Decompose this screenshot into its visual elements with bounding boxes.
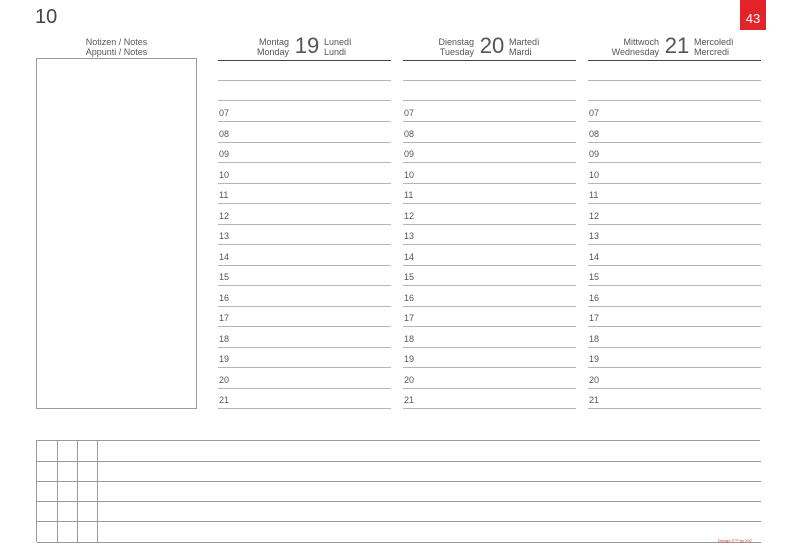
hour-label: 21 [589, 395, 600, 405]
design-credit: Design ©™ by X47 [718, 538, 753, 543]
hour-label: 07 [219, 108, 230, 118]
week-badge: 43 [740, 0, 766, 30]
hour-label: 14 [219, 251, 230, 262]
hour-row[interactable] [218, 369, 391, 389]
hour-label: 20 [404, 374, 415, 385]
hour-row[interactable] [218, 205, 391, 225]
hour-label: 12 [589, 210, 600, 221]
hour-label: 07 [404, 108, 415, 118]
day-names-left [438, 37, 474, 57]
hour-row[interactable] [403, 164, 576, 184]
hour-row[interactable] [403, 328, 576, 348]
hour-row[interactable] [218, 287, 391, 307]
hour-label: 08 [219, 128, 230, 139]
hour-label: 09 [589, 149, 600, 159]
hour-row[interactable] [403, 246, 576, 266]
hour-row[interactable] [403, 102, 576, 122]
day-name-fr: Mercredi [694, 47, 730, 57]
blank-line[interactable] [403, 80, 576, 81]
hour-row[interactable] [403, 348, 576, 368]
day-name-de: Dienstag [438, 37, 474, 47]
day-header-rule [588, 60, 761, 61]
hour-label: 20 [219, 374, 230, 385]
day-name-it: Mercoledì [694, 37, 734, 47]
hour-row[interactable] [588, 266, 761, 286]
grid-row-line [37, 521, 761, 522]
grid-row-line [37, 501, 761, 502]
hour-row[interactable] [218, 307, 391, 327]
day-column-monday [218, 0, 391, 420]
day-header [218, 33, 391, 59]
hour-row[interactable] [403, 266, 576, 286]
hour-label: 19 [589, 354, 600, 364]
hour-label: 11 [219, 190, 229, 200]
notes-header [36, 37, 197, 57]
hour-label: 16 [404, 292, 415, 303]
blank-line[interactable] [218, 100, 391, 101]
hour-row[interactable] [403, 225, 576, 245]
hour-label: 08 [589, 128, 600, 139]
hour-row[interactable] [588, 369, 761, 389]
hour-row[interactable] [403, 143, 576, 163]
day-number: 19 [294, 33, 320, 58]
hour-label: 11 [404, 190, 414, 200]
blank-line[interactable] [588, 80, 761, 81]
grid-col-line [97, 441, 98, 543]
day-column-tuesday [403, 0, 576, 420]
bottom-grid [36, 440, 760, 542]
hour-row[interactable] [588, 389, 761, 409]
hour-label: 20 [589, 374, 600, 385]
notes-box[interactable] [36, 58, 197, 409]
day-names-left [257, 37, 289, 57]
day-name-de: Mittwoch [623, 37, 659, 47]
hour-label: 15 [219, 272, 230, 282]
grid-col-line [77, 441, 78, 543]
hour-label: 16 [219, 292, 230, 303]
hour-label: 17 [589, 313, 600, 323]
day-name-it: Lunedì [324, 37, 352, 47]
hour-row[interactable] [588, 143, 761, 163]
blank-line[interactable] [588, 100, 761, 101]
hour-row[interactable] [588, 123, 761, 143]
hour-label: 07 [589, 108, 600, 118]
hour-row[interactable] [218, 389, 391, 409]
hour-row[interactable] [588, 348, 761, 368]
hour-row[interactable] [588, 164, 761, 184]
notes-title-2: Appunti / Notes [85, 47, 148, 57]
day-header [403, 33, 576, 59]
day-header [588, 33, 761, 59]
hour-row[interactable] [588, 307, 761, 327]
day-name-de: Montag [258, 37, 289, 47]
hour-label: 16 [589, 292, 600, 303]
month-number: 10 [35, 6, 58, 28]
hour-row[interactable] [588, 225, 761, 245]
hour-row[interactable] [403, 369, 576, 389]
day-header-rule [403, 60, 576, 61]
day-name-it: Martedì [509, 37, 540, 47]
day-name-fr: Mardi [509, 47, 532, 57]
hour-label: 14 [404, 251, 415, 262]
hour-label: 12 [404, 210, 415, 221]
day-name-en: Monday [256, 47, 289, 57]
hour-label: 09 [219, 149, 230, 159]
hour-row[interactable] [588, 287, 761, 307]
hour-row[interactable] [218, 348, 391, 368]
hour-row[interactable] [403, 287, 576, 307]
hour-row[interactable] [403, 307, 576, 327]
hour-label: 18 [219, 333, 230, 344]
blank-line[interactable] [403, 100, 576, 101]
grid-bottom-line [37, 542, 761, 543]
hour-label: 13 [404, 231, 415, 241]
hour-label: 15 [404, 272, 415, 282]
hour-row[interactable] [218, 246, 391, 266]
hour-label: 21 [219, 395, 230, 405]
hour-label: 17 [404, 313, 415, 323]
hour-row[interactable] [588, 102, 761, 122]
hour-label: 18 [589, 333, 600, 344]
day-names-right [324, 37, 352, 57]
day-name-en: Wednesday [611, 47, 659, 57]
hour-label: 12 [219, 210, 230, 221]
hour-label: 10 [404, 169, 415, 180]
day-names-left [612, 37, 659, 57]
grid-row-line [37, 461, 761, 462]
hour-label: 09 [404, 149, 415, 159]
hour-row[interactable] [403, 184, 576, 204]
day-column-wednesday [588, 0, 761, 420]
blank-line[interactable] [218, 80, 391, 81]
hour-row[interactable] [588, 205, 761, 225]
hour-row[interactable] [588, 246, 761, 266]
day-number: 21 [664, 33, 690, 58]
hour-row[interactable] [403, 123, 576, 143]
grid-row-line [37, 481, 761, 482]
hour-row[interactable] [403, 205, 576, 225]
day-names-right [694, 37, 734, 57]
hour-label: 10 [589, 169, 600, 180]
hour-row[interactable] [218, 123, 391, 143]
hour-label: 13 [219, 231, 230, 241]
hour-label: 10 [219, 169, 230, 180]
hour-label: 21 [404, 395, 415, 405]
hour-row[interactable] [218, 328, 391, 348]
hour-row[interactable] [588, 184, 761, 204]
day-header-rule [218, 60, 391, 61]
hour-label: 11 [589, 190, 599, 200]
day-name-fr: Lundi [324, 47, 347, 57]
day-name-en: Tuesday [439, 47, 474, 57]
hour-row[interactable] [218, 225, 391, 245]
hour-label: 19 [404, 354, 415, 364]
hour-label: 18 [404, 333, 415, 344]
hour-row[interactable] [218, 143, 391, 163]
hour-row[interactable] [218, 266, 391, 286]
hour-row[interactable] [218, 184, 391, 204]
hour-label: 17 [219, 313, 230, 323]
hour-row[interactable] [218, 164, 391, 184]
hour-label: 15 [589, 272, 600, 282]
hour-label: 19 [219, 354, 230, 364]
grid-col-line [57, 441, 58, 543]
hour-row[interactable] [588, 328, 761, 348]
hour-label: 14 [589, 251, 600, 262]
notes-title-1: Notizen / Notes [85, 37, 148, 47]
day-number: 20 [479, 33, 505, 58]
hour-row[interactable] [218, 102, 391, 122]
hour-label: 08 [404, 128, 415, 139]
hour-label: 13 [589, 231, 600, 241]
day-names-right [509, 37, 540, 57]
hour-row[interactable] [403, 389, 576, 409]
